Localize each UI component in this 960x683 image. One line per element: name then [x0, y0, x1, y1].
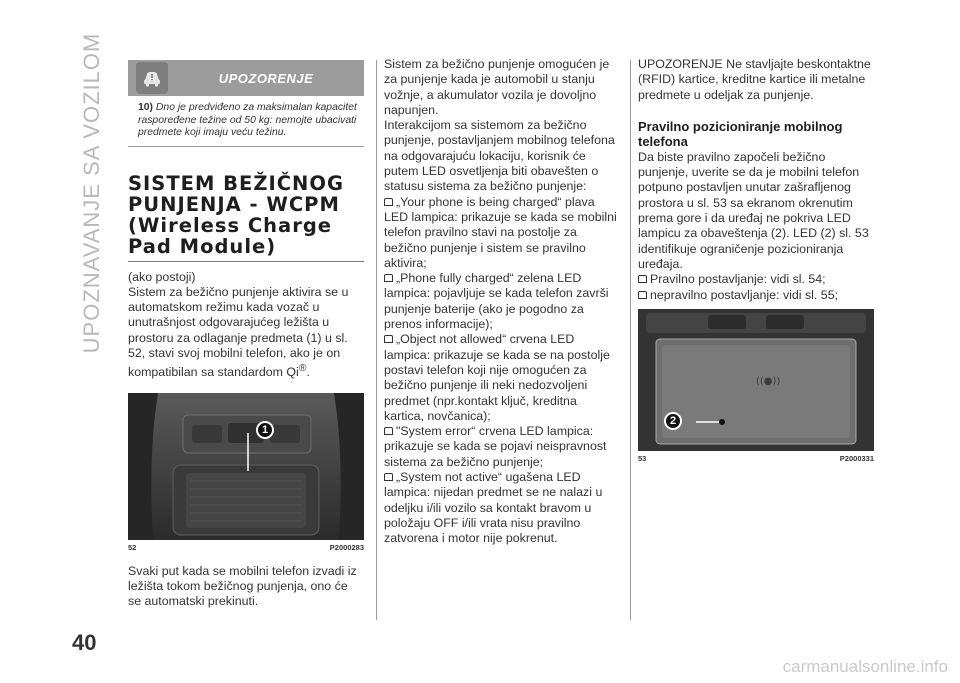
intro-text: (ako postoji) Sistem za bežično punjenje aktivira se u automatskom režimu kada vozač u unutrašnjost odgovarajućeg ležišta u prostoru za odlaganje predmeta (1) u sl. 52, stavi svoj mobilni telefon, ako je on kompatibilan sa standardom Qi®.	[128, 269, 349, 380]
list-item: „Your phone is being charged“ plava LED lampica: prikazuje se kada se mobilni telefon pravilno stavi na postolje za bežično punjenje i sistem se pravilno aktivira;	[384, 194, 617, 270]
bullet-icon	[384, 274, 393, 282]
removal-text: Svaki put kada se mobilni telefon izvadi iz ležišta tokom bežičnog punjenja, ono će se automatski prekinuti.	[128, 563, 357, 609]
watermark: carmanualsonline.info	[782, 657, 948, 676]
list-item: „Object not allowed“ crvena LED lampica: prikazuje se kada se na postolje postavi telefon koji nije omogućen za bežično punjenje ili neki nedozvoljeni predmet (npr.kontakt ključ, kreditna kartica, novčanica);	[384, 332, 610, 423]
figure-52-callout: 1	[256, 421, 274, 439]
bullet-icon	[638, 291, 647, 299]
column-3	[638, 57, 874, 463]
positioning-text: Da biste pravilno započeli bežično punjenje, uverite se da je mobilni telefon potpuno postavljen unutar zašrafljenog prostora u sl. 53 sa ekranom okrenutim prema gore i da uređaj ne pokriva LED lampicu za obaveštenja (2). LED (2) sl. 53 identifikuje ograničenje pozicioniranja uređaja. Pravilno postavljanje: vidi sl. 54; nepravilno postavljanje: vidi sl. 55;	[638, 150, 874, 303]
bullet-icon	[384, 198, 393, 206]
column-2	[384, 57, 620, 547]
status-text: Sistem za bežično punjenje omogućen je za punjenje kada je automobil u stanju vožnje, a akumulator vozila je dovoljno napunjen. Interakcijom sa sistemom za bežično punjenje, postavljanjem mobilnog telefona na odgovarajuću lokaciju, korisnik će putem LED osvetljenja biti obavešten o statusu sistema za bežično punjenje: „Your phone is being charged“ plava LED lampica: prikazuje se kada se mobilni telefon pravilno stavi na postolje za bežično punjenje i sistem se pravilno aktivira; „Phone fully charged“ zelena LED lampica: pojavljuje se kada telefon završi punjenje baterije (ako je pogodno za prenos informacije); „Object not allowed“ crvena LED lampica: prikazuje se kada se na postolje postavi telefon koji nije omogućen za bežično punjenje ili neki nedozvoljeni predmet (npr.kontakt ključ, kreditna kartica, novčanica); "System error“ crvena LED lampica: prikazuje se kada se pojavi neispravnost sistema za bežično punjenje; „System not active“ ugašena LED lampica: nijedan predmet se ne nalazi u odeljku i/ili vozilo sa kontakt bravom u položaju OFF i/ili vrata nisu pravilno zatvorena i motor nije pokrenut.	[384, 57, 620, 547]
warning-label: UPOZORENJE	[218, 70, 314, 86]
section-heading: SISTEM BEŽIČNOG PUNJENJA - WCPM (Wireless Charge Pad Module)	[128, 173, 364, 262]
column-1	[128, 60, 364, 610]
rfid-warning-text: UPOZORENJE Ne stavljajte beskontaktne (RFID) kartice, kreditne kartice ili metalne predmete u odeljak za punjenje.	[638, 57, 871, 102]
column-divider-1	[376, 60, 377, 620]
car-warning-icon	[136, 62, 168, 94]
bullet-icon	[384, 335, 393, 343]
positioning-heading: Pravilno pozicioniranje mobilnog telefona	[638, 118, 843, 149]
figure-53-photo	[638, 309, 874, 451]
svg-text:((●)): ((●))	[756, 375, 781, 387]
column-divider-2	[630, 60, 631, 620]
warning-number: 10)	[138, 102, 154, 113]
warning-header	[128, 60, 364, 96]
list-item: nepravilno postavljanje: vidi sl. 55;	[638, 288, 874, 303]
list-item: Pravilno postavljanje: vidi sl. 54;	[638, 272, 874, 287]
figure-53-caption: 53 P2000331	[638, 453, 874, 463]
bullet-icon	[384, 473, 393, 481]
figure-53-callout: 2	[664, 412, 682, 430]
list-item: „System not active“ ugašena LED lampica: nijedan predmet se ne nalazi u odeljku i/ili vozilo sa kontakt bravom u položaju OFF i/ili vrata nisu pravilno zatvorena i motor nije pokrenut.	[384, 470, 603, 546]
bullet-icon	[384, 427, 393, 435]
figure-52-caption: 52 P2000283	[128, 542, 364, 552]
warning-body: Dno je predviđeno za maksimalan kapacitet raspoređene težine od 50 kg: nemojte ubacivati predmete koji imaju veću težinu.	[138, 102, 357, 138]
page-number: 40	[72, 630, 97, 655]
list-item: „Phone fully charged“ zelena LED lampica: pojavljuje se kada telefon završi punjenje baterije (ako je pogodno za prenos informacije);	[384, 271, 609, 332]
warning-text	[128, 96, 364, 147]
bullet-icon	[638, 275, 647, 283]
list-item: "System error“ crvena LED lampica: prikazuje se kada se pojavi neispravnost sistema za bežično punjenje;	[384, 424, 607, 469]
figure-52-photo	[128, 393, 364, 540]
side-section-title: UPOZNAVANJE SA VOZILOM	[79, 32, 104, 354]
